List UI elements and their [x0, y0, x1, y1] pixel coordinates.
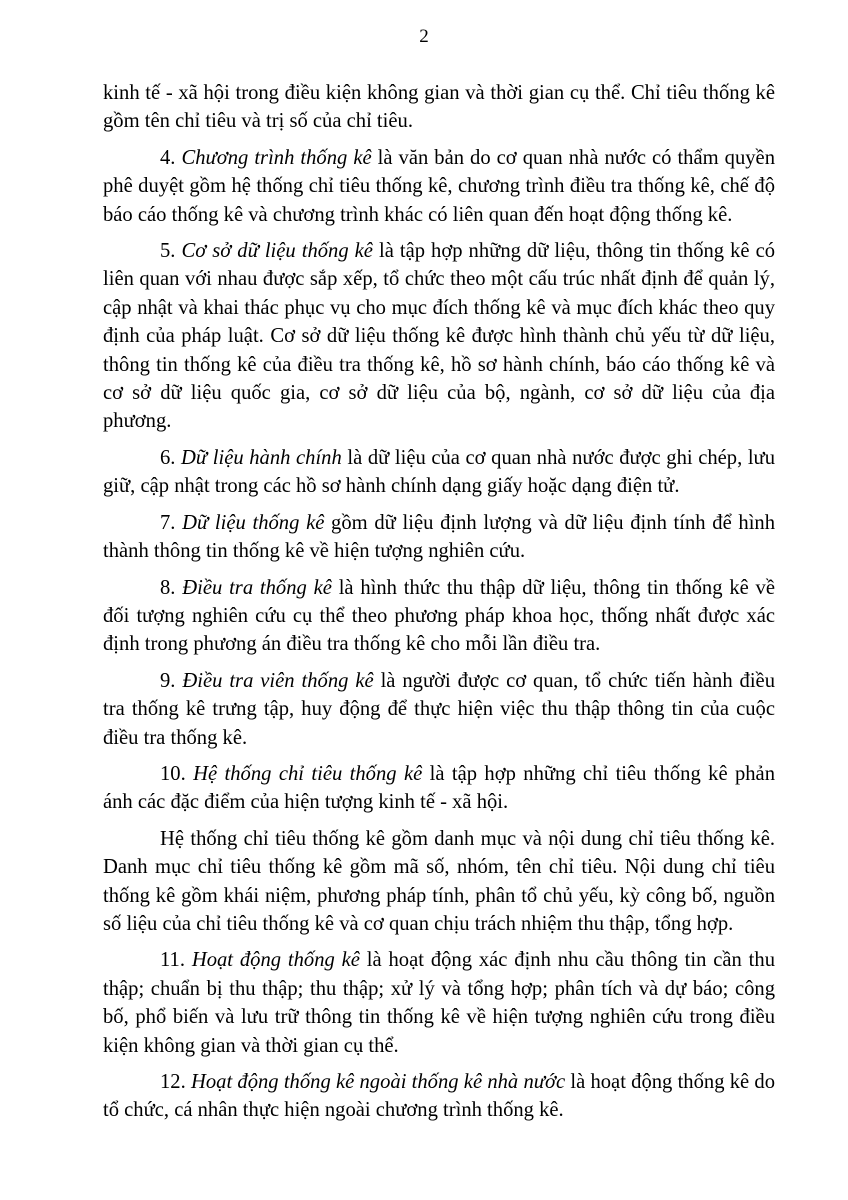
- definition-text: gồm dữ liệu định lượng và dữ liệu định tính để hình thành thông tin thống kê về hiện tượng nghiên cứu.: [103, 511, 776, 563]
- definition-text: là tập hợp những chỉ tiêu thống kê phản ánh các đặc điểm của hiện tượng kinh tế - xã hội.: [103, 762, 775, 814]
- paragraph: [103, 444, 775, 501]
- definition-text: là người được cơ quan, tổ chức tiến hành điều tra thống kê trưng tập, huy động để thực hiện việc thu thập thông tin của cuộc điều tra thống kê.: [103, 669, 775, 749]
- defined-term: Điều tra viên thống kê: [182, 669, 374, 692]
- paragraph: [103, 946, 775, 1060]
- paragraph: [103, 144, 775, 229]
- paragraph: [103, 79, 775, 136]
- paragraph: [103, 760, 775, 817]
- item-number: 11.: [160, 949, 192, 972]
- item-number: 8.: [160, 576, 183, 599]
- document-body: [103, 79, 775, 1133]
- definition-text: là văn bản do cơ quan nhà nước có thẩm quyền phê duyệt gồm hệ thống chỉ tiêu thống kê, chương trình điều tra thống kê, chế độ báo cáo thống kê và chương trình khác có liên quan đến hoạt động thống kê.: [103, 146, 775, 226]
- defined-term: Hệ thống chỉ tiêu thống kê: [193, 762, 423, 785]
- paragraph: [103, 574, 775, 659]
- definition-text: là tập hợp những dữ liệu, thông tin thống kê có liên quan với nhau được sắp xếp, tổ chức theo một cấu trúc nhất định để quản lý, cập nhật và khai thác phục vụ cho mục đích thống kê và mục đích khác theo quy định của pháp luật. Cơ sở dữ liệu thống kê được hình thành chủ yếu từ dữ liệu, thông tin thống kê của điều tra thống kê, hồ sơ hành chính, báo cáo thống kê và cơ sở dữ liệu quốc gia, cơ sở dữ liệu của bộ, ngành, cơ sở dữ liệu của địa phương.: [103, 240, 776, 433]
- item-number: 10.: [160, 762, 194, 785]
- defined-term: Hoạt động thống kê ngoài thống kê nhà nước: [190, 1071, 566, 1093]
- item-number: 4.: [160, 146, 182, 169]
- defined-term: Dữ liệu thống kê: [182, 511, 325, 534]
- defined-term: Điều tra thống kê: [182, 576, 332, 599]
- paragraph: [103, 825, 775, 939]
- item-number: 12.: [160, 1071, 191, 1093]
- item-number: 6.: [160, 446, 182, 469]
- definition-text: là hoạt động thống kê do tổ chức, cá nhân thực hiện ngoài chương trình thống kê.: [103, 1071, 776, 1122]
- item-number: 5.: [160, 240, 182, 263]
- item-number: 7.: [160, 511, 183, 534]
- definition-text: là dữ liệu của cơ quan nhà nước được ghi chép, lưu giữ, cập nhật trong các hồ sơ hành chính dạng giấy hoặc dạng điện tử.: [103, 446, 775, 498]
- paragraph-text: kinh tế - xã hội trong điều kiện không gian và thời gian cụ thể. Chỉ tiêu thống kê gồm tên chỉ tiêu và trị số của chỉ tiêu.: [103, 82, 775, 133]
- definition-text: là hoạt động xác định nhu cầu thông tin cần thu thập; chuẩn bị thu thập; thu thập; xử lý và tổng hợp; phân tích và dự báo; công bố, phổ biến và lưu trữ thông tin thống kê về hiện tượng nghiên cứu trong điều kiện không gian và thời gian cụ thể.: [103, 949, 775, 1057]
- defined-term: Dữ liệu hành chính: [181, 446, 342, 469]
- paragraph: [103, 1068, 775, 1125]
- paragraph: [103, 509, 775, 566]
- paragraph-text: Hệ thống chỉ tiêu thống kê gồm danh mục và nội dung chỉ tiêu thống kê. Danh mục chỉ tiêu thống kê gồm mã số, nhóm, tên chỉ tiêu. Nội dung chỉ tiêu thống kê gồm khái niệm, phương pháp tính, phân tổ chủ yếu, kỳ công bố, nguồn số liệu của chỉ tiêu thống kê và cơ quan chịu trách nhiệm thu thập, tổng hợp.: [103, 827, 775, 935]
- defined-term: Hoạt động thống kê: [191, 949, 360, 972]
- paragraph: [103, 237, 775, 436]
- page-number: 2: [419, 26, 429, 47]
- defined-term: Chương trình thống kê: [181, 146, 372, 169]
- paragraph: [103, 667, 775, 752]
- item-number: 9.: [160, 669, 183, 692]
- defined-term: Cơ sở dữ liệu thống kê: [181, 240, 373, 263]
- definition-text: là hình thức thu thập dữ liệu, thông tin thống kê về đối tượng nghiên cứu cụ thể theo phương pháp khoa học, thống nhất được xác định trong phương án điều tra thống kê cho mỗi lần điều tra.: [103, 576, 775, 656]
